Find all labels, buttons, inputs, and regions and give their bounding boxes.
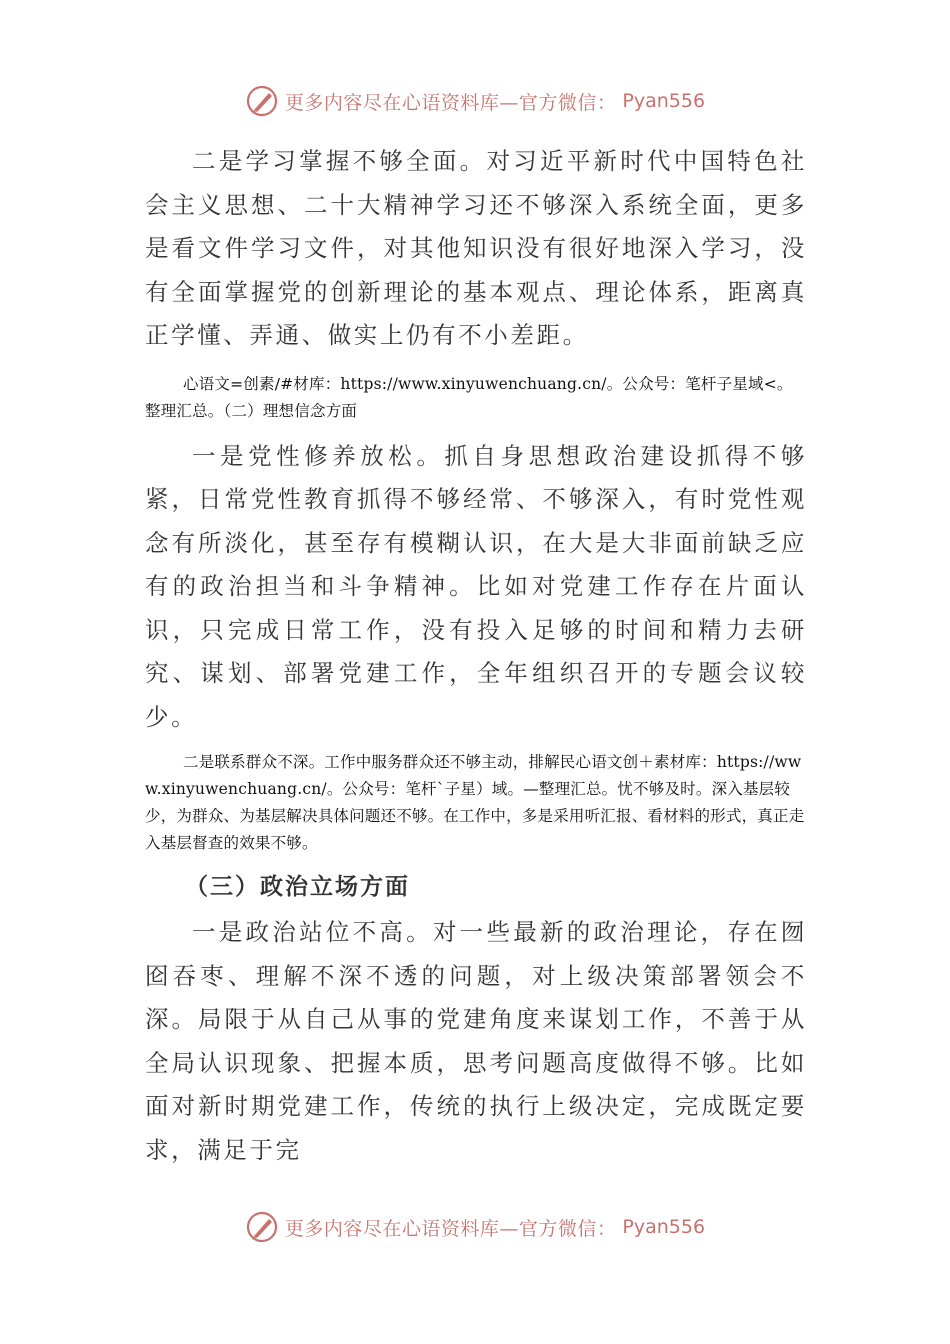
paragraph-party-spirit: 一是党性修养放松。抓自身思想政治建设抓得不够紧，日常党性教育抓得不够经常、不够深入，有时党性观念有所淡化，甚至存有模糊认识，在大是大非面前缺乏应有的政治担当和斗争精神。比如对党建工作存在片面认识，只完成日常工作，没有投入足够的时间和精力去研究、谋划、部署党建工作，全年组织召开的专题会议较少。 xyxy=(145,441,807,731)
note-1-url: https://www.xinyuwenchuang.cn/ xyxy=(340,374,607,393)
note-1-suffix: 。公众号：笔杆子星域<。整理汇总。（二）理想信念方面 xyxy=(145,374,793,420)
source-note-2 xyxy=(145,749,807,857)
watermark-wechat-id: Pyan556 xyxy=(622,90,706,112)
footer-watermark xyxy=(0,1210,950,1244)
note-2-url: https://www.xinyuwenchuang.cn/ xyxy=(145,753,802,798)
pen-logo-icon xyxy=(245,84,279,118)
header-watermark xyxy=(0,84,950,118)
watermark-text: 更多内容尽在心语资料库—官方微信： xyxy=(284,1217,617,1240)
note-1-prefix: 心语文=创素/#材库： xyxy=(183,374,341,393)
section-heading-political-stance: （三）政治立场方面 xyxy=(185,874,410,900)
pen-logo-icon xyxy=(245,1210,279,1244)
watermark-text: 更多内容尽在心语资料库—官方微信： xyxy=(284,91,617,114)
note-2-suffix: 。公众号：笔杆`子星）域。—整理汇总。忧不够及时。深入基层较少，为群众、为基层解决具体问题还不够。在工作中，多是采用听汇报、看材料的形式，真正走入基层督查的效果不够。 xyxy=(145,780,805,852)
note-2-prefix: 二是联系群众不深。工作中服务群众还不够主动，排解民心语文创＋素材库： xyxy=(183,753,717,771)
source-note-1 xyxy=(145,371,807,425)
watermark-wechat-id: Pyan556 xyxy=(622,1216,706,1238)
document-body xyxy=(145,140,807,1172)
paragraph-political-stance: 一是政治站位不高。对一些最新的政治理论，存在囫囵吞枣、理解不深不透的问题，对上级决策部署领会不深。局限于从自己从事的党建角度来谋划工作，不善于从全局认识现象、把握本质，思考问题高度做得不够。比如面对新时期党建工作，传统的执行上级决定，完成既定要求，满足于完 xyxy=(145,918,807,1164)
paragraph-study: 二是学习掌握不够全面。对习近平新时代中国特色社会主义思想、二十大精神学习还不够深入系统全面，更多是看文件学习文件，对其他知识没有很好地深入学习，没有全面掌握党的创新理论的基本观点、理论体系，距离真正学懂、弄通、做实上仍有不小差距。 xyxy=(145,147,807,349)
